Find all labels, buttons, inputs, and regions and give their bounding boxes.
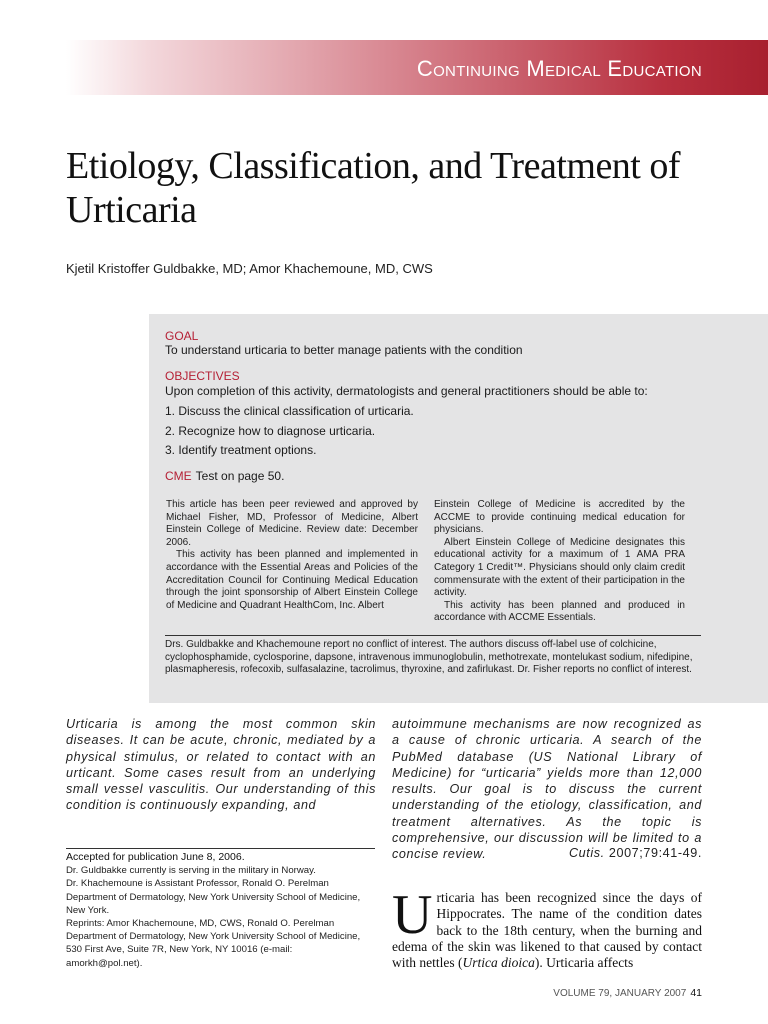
footnote-line: Dr. Khachemoune is Assistant Professor, Ronald O. Perelman Department of Dermatology, New York University School of Medicine, New York. [66, 878, 361, 916]
author-footnotes [66, 851, 366, 970]
footnote-line: Dr. Guldbakke currently is serving in the military in Norway. [66, 865, 316, 877]
accreditation-paragraph: This article has been peer reviewed and approved by Michael Fisher, MD, Professor of Medicine, Albert Einstein College of Medicine. Review date: December 2006. [166, 499, 418, 548]
page-footer [553, 987, 702, 999]
cme-label: CME [165, 469, 192, 483]
abstract-column-1: Urticaria is among the most common skin diseases. It can be acute, chronic, mediated by a physical stimulus, or related to contact with an urticant. Some cases result from an underlying small vessel vasculitis. Our understanding of this condition is continuously expanding, and [66, 717, 376, 813]
divider [165, 635, 701, 636]
cme-test-text: Test on page 50. [195, 469, 285, 483]
accreditation-column-2 [434, 499, 685, 625]
cme-info-box [149, 314, 768, 703]
objectives-intro: Upon completion of this activity, dermatologists and general practitioners should be able to: [165, 384, 648, 398]
footnote-line: Reprints: Amor Khachemoune, MD, CWS, Ronald O. Perelman Department of Dermatology, New York University School of Medicine, 530 First Ave, Suite 7R, New York, NY 10016 (e-mail: amorkh@pol.net). [66, 918, 361, 969]
accreditation-paragraph: This activity has been planned and produced in accordance with ACCME Essentials. [434, 599, 685, 624]
objectives-label: OBJECTIVES [165, 369, 240, 383]
body-paragraph [392, 884, 702, 971]
section-banner-label: Continuing Medical Education [416, 56, 702, 81]
accreditation-paragraph: This activity has been planned and implemented in accordance with the Essential Areas and Policies of the Accreditation Council for Continuing Medical Education through the joint sponsorship of Albert Einstein College of Medicine and Quadrant HealthCom, Inc. Albert [166, 549, 418, 611]
article-title: Etiology, Classification, and Treatment of Urticaria [66, 145, 681, 231]
article-authors: Kjetil Kristoffer Guldbakke, MD; Amor Khachemoune, MD, CWS [66, 261, 433, 276]
accepted-date: Accepted for publication June 8, 2006. [66, 851, 245, 863]
body-text-start: rticaria has been recognized since the days of Hippocrates. The name of the condition dates back to the 18th century, when the burning and edema of the skin was likened to that caused by contact with nettles ( [392, 890, 702, 971]
body-text-end: ). Urticaria affects [534, 955, 634, 971]
drop-cap: U [392, 884, 433, 946]
journal-citation [569, 846, 702, 860]
goal-text: To understand urticaria to better manage patients with the condition [165, 343, 523, 357]
accreditation-column-1 [166, 499, 418, 612]
volume-info: VOLUME 79, JANUARY 2007 [553, 988, 687, 999]
objective-item: 2. Recognize how to diagnose urticaria. [165, 424, 376, 438]
objective-item: 1. Discuss the clinical classification of urticaria. [165, 404, 414, 418]
abstract-column-2: autoimmune mechanisms are now recognized as a cause of chronic urticaria. A search of the PubMed database (US National Library of Medicine) for “urticaria” yields more than 12,000 results. Our goal is to discuss the current understanding of the etiology, classification, and treatment alternatives. As the topic is comprehensive, our discussion will be limited to a concise review. [392, 717, 702, 862]
objective-item: 3. Identify treatment options. [165, 443, 317, 457]
citation-reference: 2007;79:41-49. [608, 846, 702, 860]
accreditation-paragraph: Einstein College of Medicine is accredited by the ACCME to provide continuing medical education for physicians. [434, 499, 685, 536]
accreditation-paragraph: Albert Einstein College of Medicine designates this educational activity for a maximum of 1 AMA PRA Category 1 Credit™. Physicians should only claim credit commensurate with the extent of their participation in the activity. [434, 536, 685, 599]
section-banner [66, 40, 768, 95]
citation-journal: Cutis. [568, 846, 605, 860]
conflict-disclosure: Drs. Guldbakke and Khachemoune report no conflict of interest. The authors discuss off-label use of colchicine, cyclophosphamide, cyclosporine, dapsone, intravenous immunoglobulin, methotrexate, montelukast sodium, nifedipine, plasmapheresis, rofecoxib, sulfasalazine, tacrolimus, thyroxine, and zafirlukast. Dr. Fisher reports no conflict of interest. [165, 639, 693, 676]
species-name: Urtica dioica [462, 955, 535, 971]
divider [66, 848, 375, 849]
page-number: 41 [690, 987, 702, 999]
cme-test-line [165, 469, 284, 483]
goal-label: GOAL [165, 329, 199, 343]
